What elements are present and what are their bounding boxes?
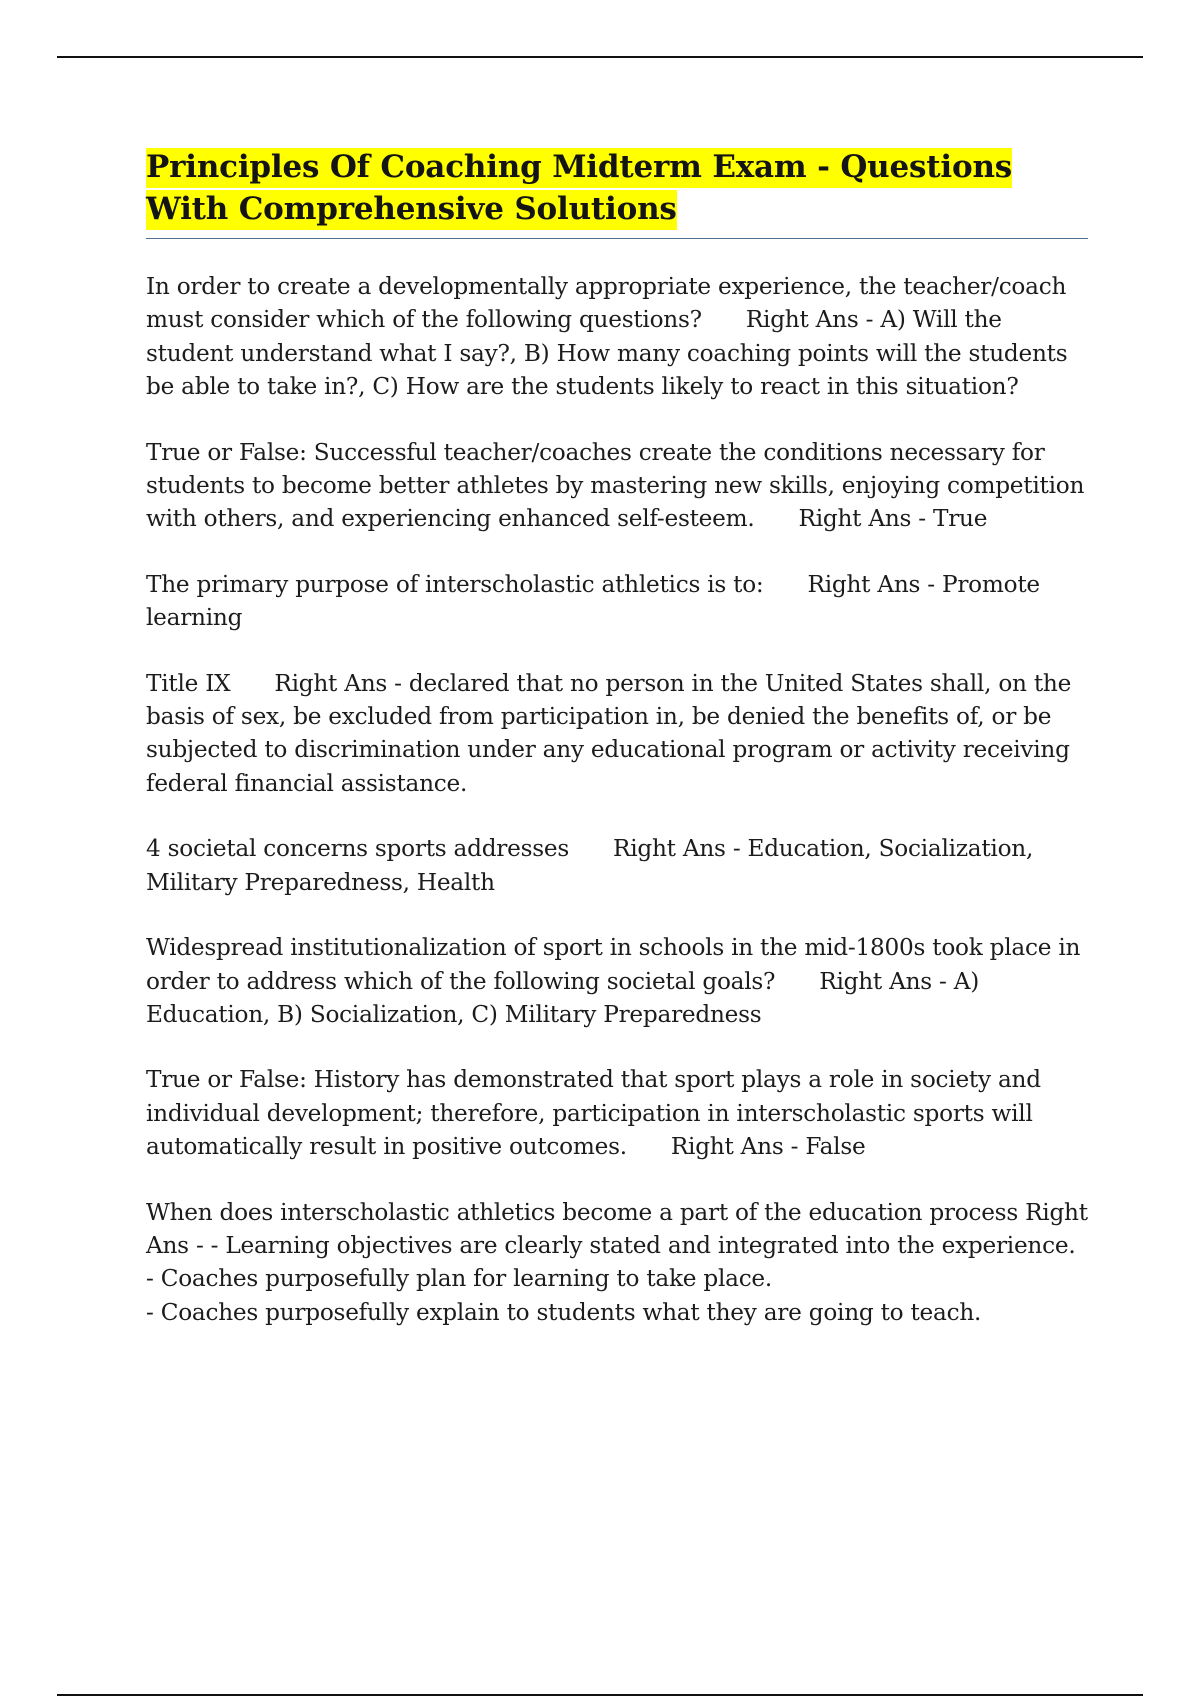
qa-item <box>146 270 1092 404</box>
question-text: When does interscholastic athletics become a part of the education process <box>146 1198 1018 1226</box>
question-text: 4 societal concerns sports addresses <box>146 835 570 863</box>
question-text: Title IX <box>146 669 231 697</box>
answer-prefix: Right Ans - <box>745 306 881 334</box>
qa-item <box>146 667 1092 801</box>
answer-extra-line: - Coaches purposefully plan for learning to take place. <box>146 1265 773 1293</box>
answer-prefix: Right Ans - <box>274 669 409 697</box>
qa-item <box>146 568 1092 635</box>
answer-text: A) Will the student understand what I say?, B) How many coaching points will the students be able to take in?, C) How are the students likely to react in this situation? <box>146 306 1068 401</box>
answer-prefix: Right Ans - <box>613 835 748 863</box>
page-top-rule <box>57 56 1143 58</box>
answer-text: True <box>932 505 988 533</box>
answer-prefix: Right Ans - <box>798 505 933 533</box>
answer-prefix: Right Ans - <box>807 570 942 598</box>
answer-prefix: Right Ans - <box>819 967 954 995</box>
page-bottom-rule <box>57 1694 1143 1696</box>
document-title-highlight: Principles Of Coaching Midterm Exam - Questions With Comprehensive Solutions <box>146 148 1012 230</box>
answer-text: False <box>805 1133 866 1161</box>
document-body <box>146 146 1092 1361</box>
answer-extra-line: - Coaches purposefully explain to students what they are going to teach. <box>146 1298 982 1326</box>
document-title <box>146 146 1092 230</box>
qa-item <box>146 931 1092 1031</box>
question-text: In order to create a developmentally appropriate experience, the teacher/coach must consider which of the following questions? <box>146 273 1067 334</box>
answer-text: A) Education, B) Socialization, C) Military Preparedness <box>146 967 980 1028</box>
question-text: Widespread institutionalization of sport in schools in the mid-1800s took place in order to address which of the following societal goals? <box>146 934 1081 995</box>
title-underline <box>146 238 1088 239</box>
answer-prefix: Right Ans - <box>670 1133 806 1161</box>
answer-text: Promote learning <box>146 570 1040 632</box>
qa-list <box>146 270 1092 1329</box>
qa-item <box>146 1063 1092 1163</box>
qa-item <box>146 436 1092 536</box>
qa-item <box>146 1196 1092 1330</box>
answer-text: Education, Socialization, Military Preparedness, Health <box>146 835 1034 896</box>
answer-text: - Learning objectives are clearly stated and integrated into the experience. <box>210 1231 1076 1259</box>
question-text: True or False: Successful teacher/coaches create the conditions necessary for students to become better athletes by mastering new skills, enjoying competition with others, and experiencing enhanced self-esteem. <box>146 438 1085 533</box>
answer-text: declared that no person in the United States shall, on the basis of sex, be excluded from participation in, be denied the benefits of, or be subjected to discrimination under any educational program or activity receiving federal financial assistance. <box>146 669 1072 797</box>
qa-item <box>146 832 1092 899</box>
question-text: The primary purpose of interscholastic athletics is to: <box>146 570 764 598</box>
question-text: True or False: History has demonstrated that sport plays a role in society and individual development; therefore, participation in interscholastic sports will automatically result in positive outcomes. <box>146 1066 1041 1161</box>
answer-prefix: Right Ans - <box>146 1198 1088 1259</box>
